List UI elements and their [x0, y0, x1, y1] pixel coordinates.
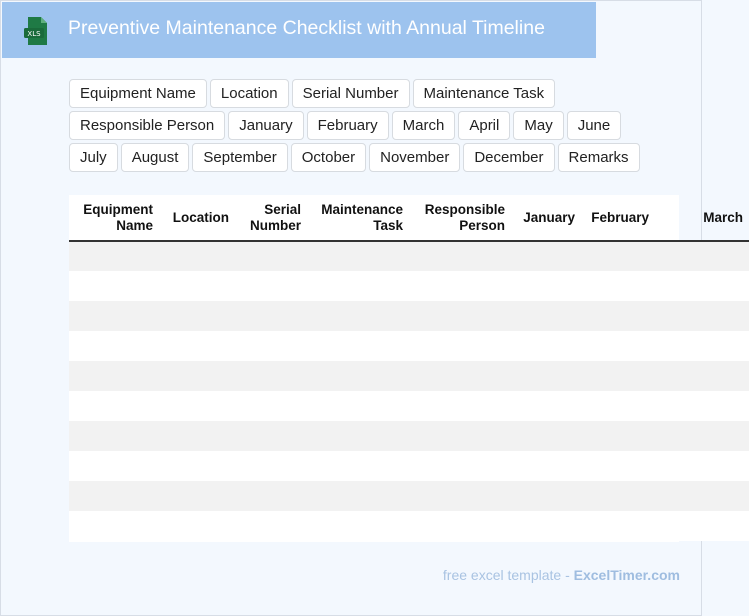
table-cell[interactable]	[511, 451, 581, 481]
table-cell[interactable]	[307, 391, 409, 421]
table-cell[interactable]	[655, 481, 749, 511]
table-cell[interactable]	[581, 271, 655, 301]
table-cell[interactable]	[159, 391, 235, 421]
table-cell[interactable]	[235, 451, 307, 481]
column-header: Maintenance Task	[307, 195, 409, 241]
column-header: Serial Number	[235, 195, 307, 241]
field-chip-list	[69, 79, 669, 172]
table-cell[interactable]	[69, 241, 159, 271]
table-row	[69, 421, 749, 451]
table-cell[interactable]	[69, 271, 159, 301]
table-cell[interactable]	[511, 421, 581, 451]
table-cell[interactable]	[159, 361, 235, 391]
table-cell[interactable]	[581, 331, 655, 361]
table-cell[interactable]	[159, 451, 235, 481]
column-header: January	[511, 195, 581, 241]
table-cell[interactable]	[307, 241, 409, 271]
table-cell[interactable]	[235, 331, 307, 361]
table-cell[interactable]	[235, 481, 307, 511]
table-cell[interactable]	[655, 451, 749, 481]
table-cell[interactable]	[235, 391, 307, 421]
table-cell[interactable]	[307, 331, 409, 361]
table-cell[interactable]	[655, 391, 749, 421]
table-cell[interactable]	[511, 361, 581, 391]
field-chip[interactable]: June	[567, 111, 622, 140]
table-cell[interactable]	[581, 301, 655, 331]
table-cell[interactable]	[409, 271, 511, 301]
table-cell[interactable]	[307, 451, 409, 481]
table-cell[interactable]	[581, 451, 655, 481]
table-cell[interactable]	[69, 481, 159, 511]
header-bar	[2, 2, 596, 58]
table-cell[interactable]	[69, 391, 159, 421]
table-cell[interactable]	[581, 361, 655, 391]
table-cell[interactable]	[235, 421, 307, 451]
table-cell[interactable]	[409, 421, 511, 451]
table-cell[interactable]	[307, 481, 409, 511]
table-cell[interactable]	[581, 511, 655, 541]
table-cell[interactable]	[235, 271, 307, 301]
table-cell[interactable]	[581, 421, 655, 451]
data-table	[69, 195, 743, 542]
table-cell[interactable]	[409, 241, 511, 271]
table-cell[interactable]	[409, 511, 511, 541]
field-chip[interactable]: April	[458, 111, 510, 140]
column-header: February	[581, 195, 655, 241]
table-cell[interactable]	[69, 331, 159, 361]
field-chip[interactable]: February	[307, 111, 389, 140]
field-chip[interactable]: May	[513, 111, 563, 140]
table-cell[interactable]	[409, 451, 511, 481]
table-row	[69, 481, 749, 511]
table-cell[interactable]	[581, 391, 655, 421]
table-cell[interactable]	[69, 451, 159, 481]
table-row	[69, 451, 749, 481]
field-chip[interactable]: December	[463, 143, 554, 172]
field-chip[interactable]: Maintenance Task	[413, 79, 556, 108]
table-cell[interactable]	[511, 241, 581, 271]
table-cell[interactable]	[511, 301, 581, 331]
table-cell[interactable]	[159, 421, 235, 451]
table-cell[interactable]	[511, 511, 581, 541]
table-cell[interactable]	[511, 391, 581, 421]
field-chip[interactable]: September	[192, 143, 287, 172]
footer-credit	[443, 567, 680, 583]
table-cell[interactable]	[69, 421, 159, 451]
table-cell[interactable]	[511, 331, 581, 361]
table-cell[interactable]	[307, 271, 409, 301]
field-chip[interactable]: Remarks	[558, 143, 640, 172]
table-cell[interactable]	[159, 241, 235, 271]
table-cell[interactable]	[307, 421, 409, 451]
table-cell[interactable]	[655, 361, 749, 391]
table-cell[interactable]	[69, 511, 159, 541]
table-cell[interactable]	[235, 361, 307, 391]
field-chip[interactable]: Responsible Person	[69, 111, 225, 140]
table-cell[interactable]	[581, 241, 655, 271]
table-cell[interactable]	[307, 301, 409, 331]
svg-text:XLS: XLS	[27, 30, 41, 38]
table-cell[interactable]	[235, 301, 307, 331]
table-cell[interactable]	[69, 301, 159, 331]
table-cell[interactable]	[307, 361, 409, 391]
field-chip[interactable]: August	[121, 143, 190, 172]
table-row	[69, 361, 749, 391]
table-cell[interactable]	[409, 301, 511, 331]
table-cell[interactable]	[409, 361, 511, 391]
table-cell[interactable]	[511, 271, 581, 301]
table-row	[69, 511, 749, 541]
table-cell[interactable]	[409, 391, 511, 421]
page-title: Preventive Maintenance Checklist with Annual Timeline	[68, 17, 545, 39]
field-chip[interactable]: Location	[210, 79, 289, 108]
footer-brand-link[interactable]: ExcelTimer.com	[573, 567, 680, 583]
table-row	[69, 271, 749, 301]
table-row	[69, 331, 749, 361]
footer-prefix: free excel template -	[442, 567, 574, 583]
table-row	[69, 301, 749, 331]
table-header-row	[69, 195, 749, 241]
xls-file-icon	[22, 16, 52, 46]
table-cell[interactable]	[159, 511, 235, 541]
table-cell[interactable]	[235, 241, 307, 271]
table-cell[interactable]	[581, 481, 655, 511]
table-cell[interactable]	[159, 271, 235, 301]
field-chip[interactable]: March	[392, 111, 456, 140]
table-cell[interactable]	[159, 301, 235, 331]
column-header: Equipment Name	[69, 195, 159, 241]
field-chip[interactable]: January	[228, 111, 303, 140]
field-chip[interactable]: July	[69, 143, 118, 172]
field-chip[interactable]: October	[291, 143, 366, 172]
table-cell[interactable]	[511, 481, 581, 511]
table-cell[interactable]	[307, 511, 409, 541]
table-cell[interactable]	[159, 331, 235, 361]
table-cell[interactable]	[655, 511, 749, 541]
table-cell[interactable]	[655, 271, 749, 301]
table-row	[69, 241, 749, 271]
column-header: Location	[159, 195, 235, 241]
table-cell[interactable]	[409, 331, 511, 361]
table-cell[interactable]	[159, 481, 235, 511]
field-chip[interactable]: November	[369, 143, 460, 172]
table-cell[interactable]	[235, 511, 307, 541]
table-cell[interactable]	[655, 301, 749, 331]
column-header: March	[655, 195, 749, 241]
table-cell[interactable]	[409, 481, 511, 511]
table-cell[interactable]	[655, 421, 749, 451]
table-cell[interactable]	[69, 361, 159, 391]
column-header: Responsible Person	[409, 195, 511, 241]
field-chip[interactable]: Equipment Name	[69, 79, 207, 108]
table-cell[interactable]	[655, 331, 749, 361]
field-chip[interactable]: Serial Number	[292, 79, 410, 108]
table-cell[interactable]	[655, 241, 749, 271]
table-row	[69, 391, 749, 421]
